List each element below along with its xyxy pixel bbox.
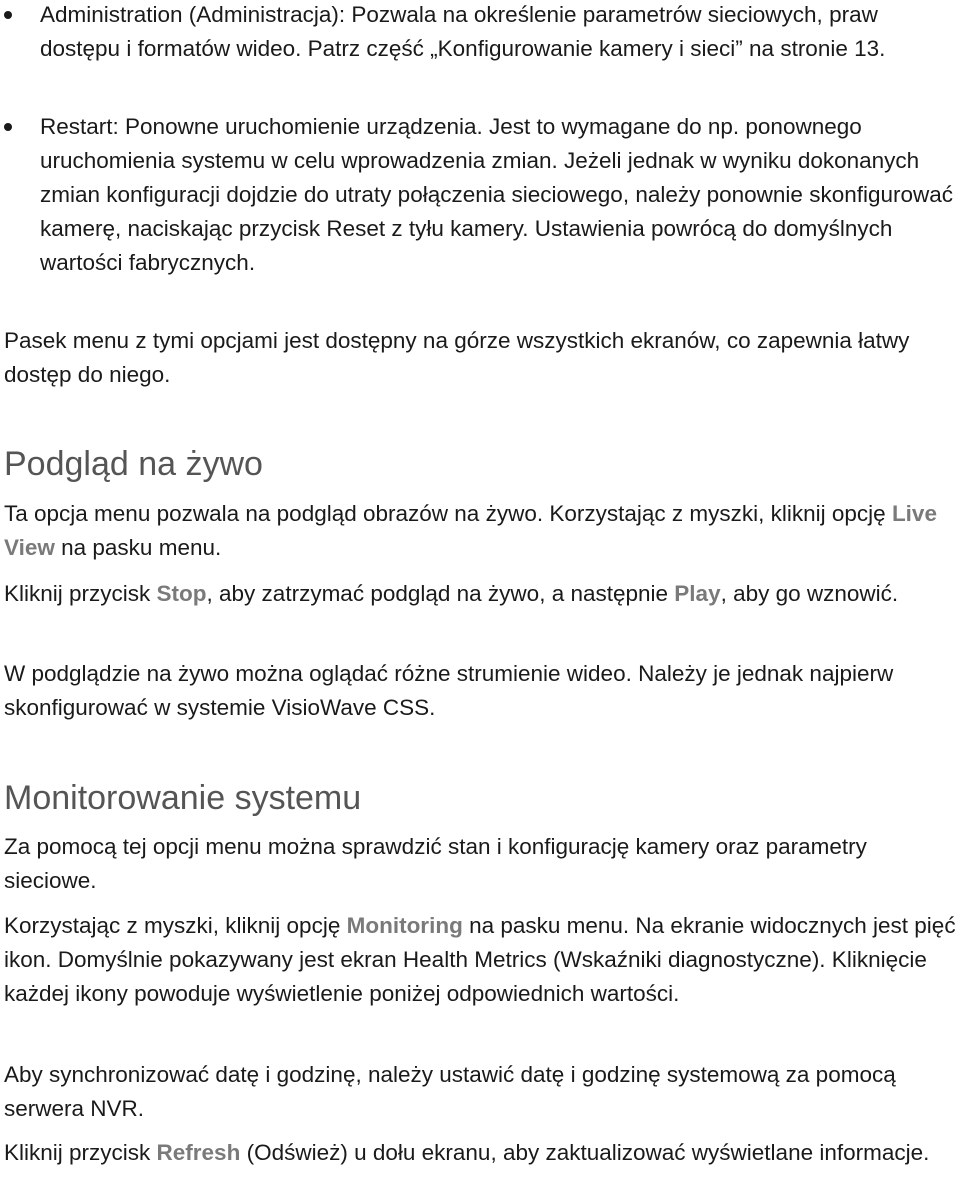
term-administration: Administration (Administracja):: [40, 2, 346, 27]
text-span: Korzystając z myszki, kliknij opcję: [4, 913, 347, 938]
live-view-term: Live View: [4, 501, 937, 560]
text-span: Kliknij przycisk: [4, 1140, 157, 1165]
text-span: na pasku menu. Na ekranie widocznych jest pięć ikon. Domyślnie pokazywany jest ekran Health Metrics (Wskaźniki diagnostyczne). Kliknięcie każdej ikony powoduje wyświetlenie poniżej odpowiednich wartości.: [4, 913, 956, 1006]
text-span: Ta opcja menu pozwala na podgląd obrazów na żywo. Korzystając z myszki, kliknij opcję: [4, 501, 892, 526]
bullet-icon: [4, 123, 12, 131]
section-heading-monitoring: Monitorowanie systemu: [4, 779, 362, 817]
text-span: na pasku menu.: [54, 535, 222, 560]
refresh-term: Refresh: [156, 1140, 241, 1165]
text-span: (Odśwież) u dołu ekranu, aby zaktualizować wyświetlane informacje.: [240, 1140, 930, 1165]
monitoring-term: Monitoring: [346, 913, 463, 938]
text-span: , aby go wznowić.: [720, 581, 899, 606]
monitoring-paragraph-1: Za pomocą tej opcji menu można sprawdzić stan i konfigurację kamery oraz parametry sieciowe.: [4, 834, 867, 893]
list-item-restart: [0, 110, 960, 280]
stop-term: Stop: [156, 581, 207, 606]
monitoring-paragraph-4: [4, 1136, 956, 1170]
live-view-paragraph-2: [4, 577, 956, 611]
live-view-paragraph-1: [4, 497, 956, 565]
description-restart: Ponowne uruchomienie urządzenia. Jest to wymagane do np. ponownego uruchomienia systemu w celu wprowadzenia zmian. Jeżeli jednak w wyniku dokonanych zmian konfiguracji dojdzie do utraty połączenia sieciowego, należy ponownie skonfigurować kamerę, naciskając przycisk Reset z tyłu kamery. Ustawienia powrócą do domyślnych wartości fabrycznych.: [40, 114, 954, 275]
menu-bar-note: Pasek menu z tymi opcjami jest dostępny na górze wszystkich ekranów, co zapewnia łatwy dostęp do niego.: [4, 328, 910, 387]
play-term: Play: [674, 581, 721, 606]
text-span: , aby zatrzymać podgląd na żywo, a następnie: [206, 581, 675, 606]
monitoring-paragraph-3: Aby synchronizować datę i godzinę, należy ustawić datę i godzinę systemową za pomocą serwera NVR.: [4, 1062, 896, 1121]
section-heading-live-view: Podgląd na żywo: [4, 445, 263, 483]
live-view-paragraph-3: W podglądzie na żywo można oglądać różne strumienie wideo. Należy je jednak najpierw skonfigurować w systemie VisioWave CSS.: [4, 661, 894, 720]
description-administration: Pozwala na określenie parametrów sieciowych, praw dostępu i formatów wideo. Patrz część „Konfigurowanie kamery i sieci” na stronie 13.: [40, 2, 886, 61]
term-restart: Restart:: [40, 114, 119, 139]
monitoring-paragraph-2: [4, 909, 956, 1011]
bullet-icon: [4, 11, 12, 19]
text-span: Kliknij przycisk: [4, 581, 157, 606]
list-item-administration: [0, 0, 960, 66]
